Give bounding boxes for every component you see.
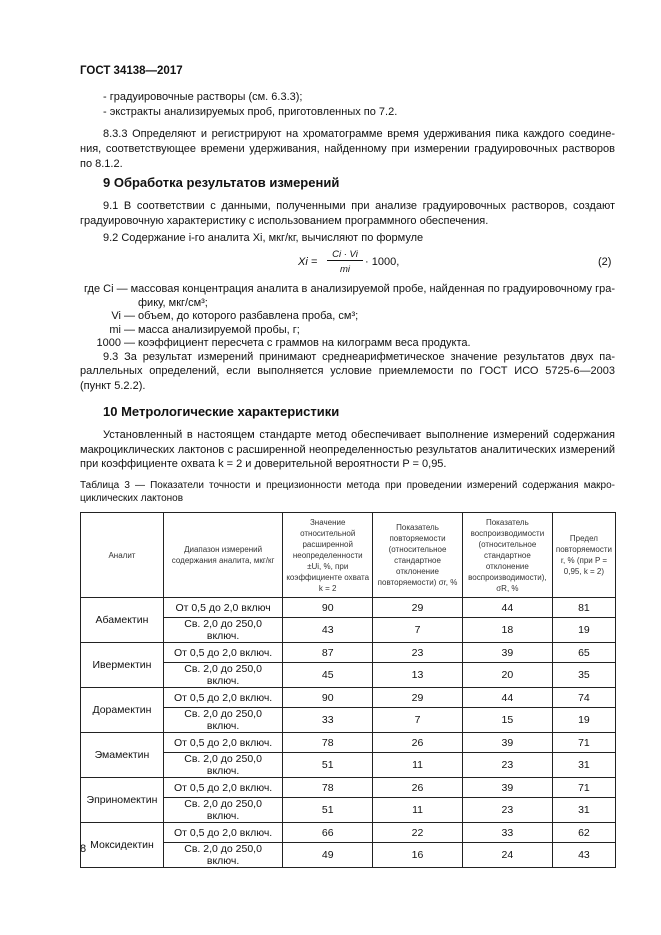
range-cell: Св. 2,0 до 250,0 включ. (163, 798, 282, 823)
analyte-cell: Дорамектин (81, 688, 164, 733)
paragraph: (пункт 5.2.2). (80, 380, 146, 392)
where-symbol: Vi — (111, 310, 135, 322)
table-row (81, 688, 616, 708)
value-cell: 44 (462, 688, 552, 708)
value-cell: 49 (283, 843, 373, 868)
analyte-cell: Моксидектин (81, 823, 164, 868)
value-cell: 33 (283, 708, 373, 733)
table-row (81, 823, 616, 843)
analyte-cell: Ивермектин (81, 643, 164, 688)
table-caption: Таблица 3 — Показатели точности и прецизионности метода при проведении измерений содержания макро- (80, 480, 615, 491)
list-item: - градуировочные растворы (см. 6.3.3); (103, 91, 303, 103)
value-cell: 35 (552, 663, 615, 688)
header-cell: Значение относительной расширенной неопределенности ±Ui, %, при коэффициенте охвата k = 2 (283, 513, 373, 598)
paragraph: по 8.1.2. (80, 158, 123, 170)
value-cell: 29 (373, 598, 463, 618)
value-cell: 51 (283, 753, 373, 778)
paragraph: раллельных определений, если выполняется условие приемлемости по ГОСТ ИСО 5725-6—2003 (80, 365, 615, 377)
analyte-cell: Абамектин (81, 598, 164, 643)
paragraph: 8.3.3 Определяют и регистрируют на хроматограмме время удерживания пика каждого соедине- (103, 128, 615, 140)
page-number: 8 (80, 843, 87, 855)
range-cell: От 0,5 до 2,0 включ. (163, 733, 282, 753)
value-cell: 39 (462, 643, 552, 663)
range-cell: От 0,5 до 2,0 включ. (163, 643, 282, 663)
value-cell: 31 (552, 753, 615, 778)
header-cell: Аналит (81, 513, 164, 598)
range-cell: Св. 2,0 до 250,0 включ. (163, 663, 282, 688)
range-cell: Св. 2,0 до 250,0 включ. (163, 843, 282, 868)
value-cell: 31 (552, 798, 615, 823)
value-cell: 15 (462, 708, 552, 733)
formula-tail: · 1000, (365, 256, 400, 268)
header-cell: Показатель воспроизводимости (относительное стандартное отклонение воспроизводимости), σR, % (462, 513, 552, 598)
section-heading: 9 Обработка результатов измерений (103, 175, 340, 190)
header-cell: Предел повторяемости r, % (при P = 0,95, k = 2) (552, 513, 615, 598)
where-text: коэффициент пересчета с граммов на килограмм веса продукта. (138, 337, 471, 349)
formula-number: (2) (598, 256, 612, 268)
paragraph: при коэффициенте охвата k = 2 и доверительной вероятности P = 0,95. (80, 458, 447, 470)
formula-numerator: Ci · Vi (327, 249, 363, 261)
value-cell: 23 (373, 643, 463, 663)
table-row (81, 733, 616, 753)
where-symbol: где Ci — (84, 283, 128, 295)
range-cell: Св. 2,0 до 250,0 включ. (163, 753, 282, 778)
table-row (81, 778, 616, 798)
value-cell: 16 (373, 843, 463, 868)
paragraph: 9.2 Содержание i-го аналита Xi, мкг/кг, вычисляют по формуле (103, 232, 424, 244)
value-cell: 78 (283, 778, 373, 798)
range-cell: От 0,5 до 2,0 включ. (163, 823, 282, 843)
list-item: - экстракты анализируемых проб, приготовленных по 7.2. (103, 106, 398, 118)
value-cell: 90 (283, 598, 373, 618)
header-cell: Диапазон измерений содержания аналита, мкг/кг (163, 513, 282, 598)
value-cell: 11 (373, 798, 463, 823)
where-text: массовая концентрация аналита в анализируемой пробе, найденная по градуировочному гра- (130, 283, 615, 295)
table-row (81, 643, 616, 663)
range-cell: От 0,5 до 2,0 включ. (163, 688, 282, 708)
value-cell: 7 (373, 708, 463, 733)
value-cell: 78 (283, 733, 373, 753)
section-heading: 10 Метрологические характеристики (103, 404, 340, 419)
value-cell: 7 (373, 618, 463, 643)
header-cell: Показатель повторяемости (относительное стандартное отклонение повторяемости) σr, % (373, 513, 463, 598)
range-cell: От 0,5 до 2,0 включ. (163, 778, 282, 798)
table-row (81, 598, 616, 618)
value-cell: 71 (552, 733, 615, 753)
where-text: объем, до которого разбавлена проба, см³; (138, 310, 359, 322)
value-cell: 39 (462, 778, 552, 798)
value-cell: 11 (373, 753, 463, 778)
document-header: ГОСТ 34138—2017 (80, 65, 183, 77)
value-cell: 23 (462, 753, 552, 778)
value-cell: 18 (462, 618, 552, 643)
value-cell: 81 (552, 598, 615, 618)
value-cell: 39 (462, 733, 552, 753)
where-list (80, 283, 615, 351)
analyte-cell: Эприномектин (81, 778, 164, 823)
paragraph: 9.3 За результат измерений принимают среднеарифметическое значение результатов двух па- (103, 351, 615, 363)
value-cell: 24 (462, 843, 552, 868)
metrology-table (80, 512, 616, 868)
formula-denominator: mi (339, 264, 351, 275)
value-cell: 26 (373, 733, 463, 753)
value-cell: 90 (283, 688, 373, 708)
value-cell: 44 (462, 598, 552, 618)
value-cell: 87 (283, 643, 373, 663)
where-symbol: 1000 — (96, 337, 135, 349)
where-text: масса анализируемой пробы, г; (138, 323, 300, 336)
value-cell: 74 (552, 688, 615, 708)
value-cell: 19 (552, 708, 615, 733)
value-cell: 19 (552, 618, 615, 643)
value-cell: 66 (283, 823, 373, 843)
paragraph: градуировочную характеристику с использованием программного обеспечения. (80, 215, 489, 227)
analyte-cell: Эмамектин (81, 733, 164, 778)
where-text: фику, мкг/см³; (138, 296, 208, 309)
value-cell: 29 (373, 688, 463, 708)
table-caption: циклических лактонов (80, 493, 184, 504)
paragraph: ния, соответствующее времени удерживания, найденному при измерении градуировочных растворов (80, 143, 615, 155)
paragraph: Установленный в настоящем стандарте метод обеспечивает выполнение измерений содержания (103, 429, 615, 441)
value-cell: 71 (552, 778, 615, 798)
value-cell: 65 (552, 643, 615, 663)
range-cell: От 0,5 до 2,0 включ (163, 598, 282, 618)
formula-lhs: Xi = (298, 256, 318, 268)
paragraph: макроциклических лактонов с расширенной неопределенностью результатов аналитических измерений (80, 444, 615, 456)
value-cell: 13 (373, 663, 463, 688)
value-cell: 43 (283, 618, 373, 643)
value-cell: 26 (373, 778, 463, 798)
value-cell: 62 (552, 823, 615, 843)
where-symbol: mi — (109, 323, 135, 336)
value-cell: 20 (462, 663, 552, 688)
paragraph: 9.1 В соответствии с данными, полученными при анализе градуировочных растворов, создают (103, 200, 615, 212)
value-cell: 22 (373, 823, 463, 843)
value-cell: 23 (462, 798, 552, 823)
value-cell: 45 (283, 663, 373, 688)
range-cell: Св. 2,0 до 250,0 включ. (163, 708, 282, 733)
value-cell: 43 (552, 843, 615, 868)
value-cell: 33 (462, 823, 552, 843)
value-cell: 51 (283, 798, 373, 823)
range-cell: Св. 2,0 до 250,0 включ. (163, 618, 282, 643)
